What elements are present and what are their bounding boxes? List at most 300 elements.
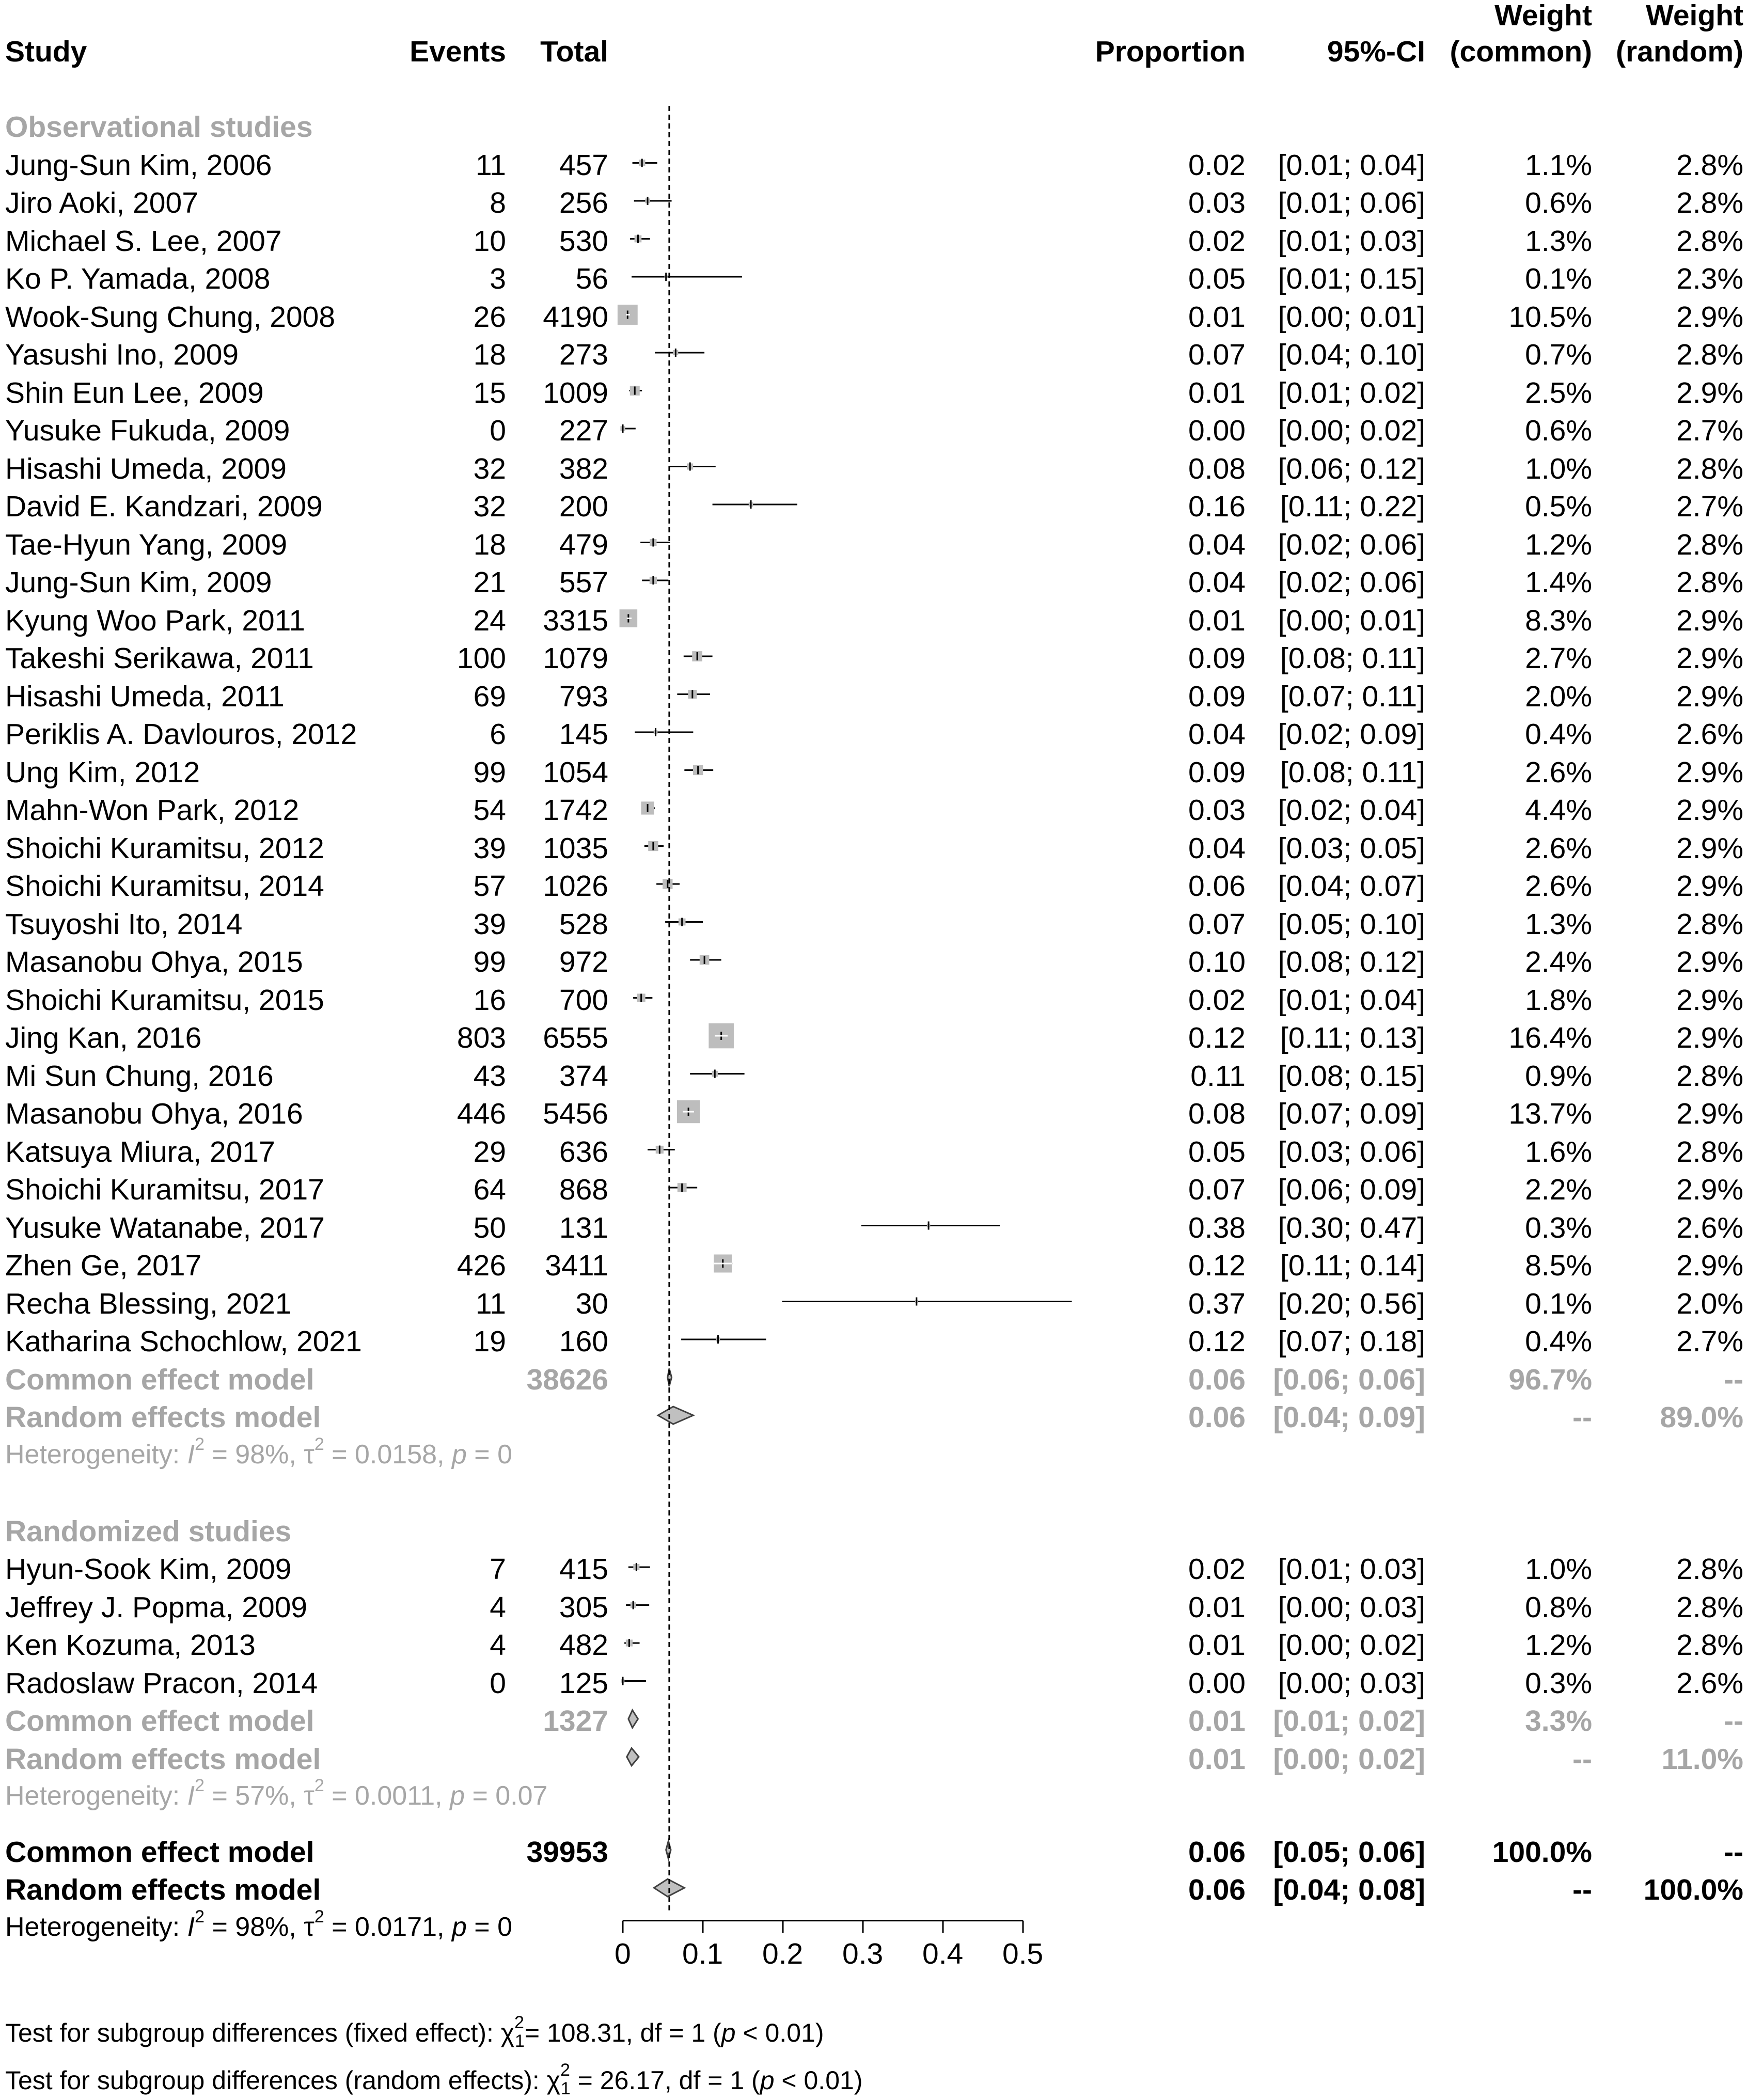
- study-0-12-total: 3315: [543, 604, 608, 637]
- x-tick-label-0: 0: [615, 1937, 631, 1970]
- study-0-21-proportion: 0.10: [1188, 945, 1246, 978]
- study-0-5-weight-random: 2.8%: [1676, 338, 1743, 371]
- study-0-2-weight-random: 2.8%: [1676, 224, 1743, 258]
- study-0-24-weight-common: 0.9%: [1525, 1059, 1592, 1093]
- study-0-2-proportion: 0.02: [1188, 224, 1246, 258]
- study-0-20-weight-random: 2.8%: [1676, 907, 1743, 941]
- study-0-8-total: 382: [559, 452, 608, 485]
- overall-random-proportion: 0.06: [1188, 1873, 1246, 1907]
- study-0-11-name: Jung-Sun Kim, 2009: [5, 566, 272, 599]
- study-0-25-name: Masanobu Ohya, 2016: [5, 1097, 303, 1130]
- study-0-27-weight-common: 2.2%: [1525, 1173, 1592, 1206]
- study-0-5-name: Yasushi Ino, 2009: [5, 338, 239, 371]
- study-1-0-weight-common: 1.0%: [1525, 1553, 1592, 1586]
- study-0-23-ci: [0.11; 0.13]: [1280, 1021, 1425, 1054]
- study-0-24-proportion: 0.11: [1190, 1059, 1246, 1093]
- study-0-26-total: 636: [559, 1135, 608, 1169]
- study-0-7-weight-random: 2.7%: [1676, 414, 1743, 447]
- group-1-heterogeneity: Heterogeneity: $I^2 = 57\%$, $\tau^2 = 0.0011$, p = 0.07: [5, 1776, 548, 1811]
- study-0-12-events: 24: [473, 604, 506, 637]
- study-0-19-name: Shoichi Kuramitsu, 2014: [5, 870, 324, 903]
- group-0-common-ci: [0.06; 0.06]: [1273, 1363, 1425, 1396]
- study-1-0-events: 7: [490, 1553, 506, 1586]
- study-1-2-weight-random: 2.8%: [1676, 1629, 1743, 1662]
- study-0-25-weight-random: 2.9%: [1676, 1097, 1743, 1130]
- study-0-7-ci: [0.00; 0.02]: [1278, 414, 1425, 447]
- study-0-13-weight-random: 2.9%: [1676, 642, 1743, 675]
- x-tick-label-2: 0.2: [762, 1937, 804, 1970]
- study-0-10-events: 18: [473, 528, 506, 561]
- study-0-13-weight-common: 2.7%: [1525, 642, 1592, 675]
- study-0-22-proportion: 0.02: [1188, 983, 1246, 1017]
- overall-common-ci: [0.05; 0.06]: [1273, 1835, 1425, 1869]
- study-0-14-total: 793: [559, 680, 608, 713]
- study-0-22-weight-common: 1.8%: [1525, 983, 1592, 1017]
- study-0-26-events: 29: [473, 1135, 506, 1169]
- header-study: Study: [5, 35, 87, 68]
- study-0-7-events: 0: [490, 414, 506, 447]
- study-0-27-proportion: 0.07: [1188, 1173, 1246, 1206]
- study-0-17-weight-common: 4.4%: [1525, 794, 1592, 827]
- study-0-29-ci: [0.11; 0.14]: [1280, 1249, 1425, 1282]
- study-1-0-total: 415: [559, 1553, 608, 1586]
- study-0-0-weight-random: 2.8%: [1676, 148, 1743, 182]
- study-0-7-total: 227: [559, 414, 608, 447]
- group-0-common-weight-common: 96.7%: [1508, 1363, 1592, 1396]
- study-0-19-proportion: 0.06: [1188, 870, 1246, 903]
- study-0-20-total: 528: [559, 907, 608, 941]
- group-title-1: Randomized studies: [5, 1514, 292, 1548]
- study-0-22-events: 16: [473, 983, 506, 1017]
- header-proportion: Proportion: [1095, 35, 1246, 68]
- study-0-14-proportion: 0.09: [1188, 680, 1246, 713]
- study-0-16-ci: [0.08; 0.11]: [1280, 755, 1425, 789]
- group-1-random-label: Random effects model: [5, 1742, 321, 1776]
- study-0-15-proportion: 0.04: [1188, 718, 1246, 751]
- study-0-20-name: Tsuyoshi Ito, 2014: [5, 907, 243, 941]
- study-0-1-ci: [0.01; 0.06]: [1278, 186, 1425, 219]
- study-0-0-events: 11: [475, 148, 506, 182]
- overall-random-weight-common: --: [1572, 1873, 1592, 1907]
- study-0-25-proportion: 0.08: [1188, 1097, 1246, 1130]
- study-0-2-weight-common: 1.3%: [1525, 224, 1592, 258]
- study-0-9-weight-random: 2.7%: [1676, 490, 1743, 523]
- study-1-0-proportion: 0.02: [1188, 1553, 1246, 1586]
- study-0-13-total: 1079: [543, 642, 608, 675]
- study-0-19-events: 57: [473, 870, 506, 903]
- study-1-1-total: 305: [559, 1590, 608, 1624]
- study-0-17-events: 54: [473, 794, 506, 827]
- group-0-common-label: Common effect model: [5, 1363, 314, 1396]
- group-1-random-weight-common: --: [1572, 1742, 1592, 1776]
- study-0-21-weight-random: 2.9%: [1676, 945, 1743, 978]
- study-0-5-weight-common: 0.7%: [1525, 338, 1592, 371]
- group-1-common-label: Common effect model: [5, 1704, 314, 1738]
- group-0-random-ci: [0.04; 0.09]: [1273, 1401, 1425, 1434]
- study-0-23-weight-common: 16.4%: [1508, 1021, 1592, 1054]
- study-0-22-ci: [0.01; 0.04]: [1278, 983, 1425, 1017]
- study-0-20-events: 39: [473, 907, 506, 941]
- study-0-29-events: 426: [457, 1249, 506, 1282]
- study-0-5-events: 18: [473, 338, 506, 371]
- header-weight-random-2: (random): [1616, 35, 1743, 68]
- x-tick-label-5: 0.5: [1002, 1937, 1044, 1970]
- study-0-6-weight-common: 2.5%: [1525, 376, 1592, 409]
- study-0-1-name: Jiro Aoki, 2007: [5, 186, 198, 219]
- study-0-18-weight-common: 2.6%: [1525, 831, 1592, 865]
- subgroup-test-fixed: Test for subgroup differences (fixed effect): $\chi^2_1= 108.31$, df = 1 (p < 0.01): [5, 2013, 824, 2051]
- study-0-19-total: 1026: [543, 870, 608, 903]
- group-1-common-ci: [0.01; 0.02]: [1273, 1704, 1425, 1738]
- study-0-4-events: 26: [473, 300, 506, 334]
- study-0-14-weight-common: 2.0%: [1525, 680, 1592, 713]
- study-0-28-name: Yusuke Watanabe, 2017: [5, 1211, 325, 1244]
- group-1-random-proportion: 0.01: [1188, 1742, 1246, 1776]
- study-0-29-weight-random: 2.9%: [1676, 1249, 1743, 1282]
- study-0-10-ci: [0.02; 0.06]: [1278, 528, 1425, 561]
- group-0-random-label: Random effects model: [5, 1401, 321, 1434]
- study-1-3-events: 0: [490, 1666, 506, 1700]
- study-0-9-proportion: 0.16: [1188, 490, 1246, 523]
- header-ci: 95%-CI: [1327, 35, 1425, 68]
- group-0-random-weight-common: --: [1572, 1401, 1592, 1434]
- study-1-3-weight-random: 2.6%: [1676, 1666, 1743, 1700]
- study-0-2-name: Michael S. Lee, 2007: [5, 224, 282, 258]
- study-1-2-weight-common: 1.2%: [1525, 1629, 1592, 1662]
- study-0-17-proportion: 0.03: [1188, 794, 1246, 827]
- group-1-common-weight-common: 3.3%: [1525, 1704, 1592, 1738]
- study-1-2-events: 4: [490, 1629, 506, 1662]
- study-1-2-ci: [0.00; 0.02]: [1278, 1629, 1425, 1662]
- overall-common-total: 39953: [526, 1835, 608, 1869]
- study-0-29-proportion: 0.12: [1188, 1249, 1246, 1282]
- study-0-8-weight-random: 2.8%: [1676, 452, 1743, 485]
- study-0-31-proportion: 0.12: [1188, 1325, 1246, 1358]
- study-0-3-total: 56: [575, 262, 608, 295]
- study-1-1-events: 4: [490, 1590, 506, 1624]
- group-1-common-proportion: 0.01: [1188, 1704, 1246, 1738]
- study-0-16-weight-random: 2.9%: [1676, 755, 1743, 789]
- study-0-19-weight-common: 2.6%: [1525, 870, 1592, 903]
- study-0-3-events: 3: [490, 262, 506, 295]
- study-0-24-weight-random: 2.8%: [1676, 1059, 1743, 1093]
- study-0-23-events: 803: [457, 1021, 506, 1054]
- study-0-3-weight-common: 0.1%: [1525, 262, 1592, 295]
- study-0-30-total: 30: [575, 1287, 608, 1320]
- study-1-0-weight-random: 2.8%: [1676, 1553, 1743, 1586]
- group-1-random-ci: [0.00; 0.02]: [1273, 1742, 1425, 1776]
- study-0-12-weight-random: 2.9%: [1676, 604, 1743, 637]
- study-0-5-proportion: 0.07: [1188, 338, 1246, 371]
- study-0-8-name: Hisashi Umeda, 2009: [5, 452, 287, 485]
- study-0-21-weight-common: 2.4%: [1525, 945, 1592, 978]
- study-0-2-ci: [0.01; 0.03]: [1278, 224, 1425, 258]
- study-1-1-proportion: 0.01: [1188, 1590, 1246, 1624]
- study-0-6-events: 15: [473, 376, 506, 409]
- study-0-31-events: 19: [473, 1325, 506, 1358]
- group-0-random-weight-random: 89.0%: [1660, 1401, 1743, 1434]
- group-1-random-diamond: [627, 1748, 639, 1766]
- study-0-7-proportion: 0.00: [1188, 414, 1246, 447]
- study-0-30-ci: [0.20; 0.56]: [1278, 1287, 1425, 1320]
- study-0-12-ci: [0.00; 0.01]: [1278, 604, 1425, 637]
- study-0-17-ci: [0.02; 0.04]: [1278, 794, 1425, 827]
- study-0-31-name: Katharina Schochlow, 2021: [5, 1325, 362, 1358]
- study-0-15-total: 145: [559, 718, 608, 751]
- study-0-18-total: 1035: [543, 831, 608, 865]
- study-0-25-events: 446: [457, 1097, 506, 1130]
- study-0-27-events: 64: [473, 1173, 506, 1206]
- study-0-23-name: Jing Kan, 2016: [5, 1021, 202, 1054]
- study-0-31-total: 160: [559, 1325, 608, 1358]
- study-0-18-events: 39: [473, 831, 506, 865]
- group-1-common-total: 1327: [543, 1704, 608, 1738]
- study-0-20-weight-common: 1.3%: [1525, 907, 1592, 941]
- study-0-13-proportion: 0.09: [1188, 642, 1246, 675]
- study-0-10-name: Tae-Hyun Yang, 2009: [5, 528, 288, 561]
- study-0-6-proportion: 0.01: [1188, 376, 1246, 409]
- study-0-21-total: 972: [559, 945, 608, 978]
- overall-common-proportion: 0.06: [1188, 1835, 1246, 1869]
- study-0-1-events: 8: [490, 186, 506, 219]
- study-1-3-weight-common: 0.3%: [1525, 1666, 1592, 1700]
- study-1-3-name: Radoslaw Pracon, 2014: [5, 1666, 318, 1700]
- study-0-28-weight-random: 2.6%: [1676, 1211, 1743, 1244]
- study-0-27-weight-random: 2.9%: [1676, 1173, 1743, 1206]
- study-1-0-ci: [0.01; 0.03]: [1278, 1553, 1425, 1586]
- study-0-15-weight-common: 0.4%: [1525, 718, 1592, 751]
- study-1-1-ci: [0.00; 0.03]: [1278, 1590, 1425, 1624]
- study-0-17-name: Mahn-Won Park, 2012: [5, 794, 300, 827]
- study-1-0-name: Hyun-Sook Kim, 2009: [5, 1553, 292, 1586]
- study-0-26-name: Katsuya Miura, 2017: [5, 1135, 275, 1169]
- study-0-6-weight-random: 2.9%: [1676, 376, 1743, 409]
- study-0-4-name: Wook-Sung Chung, 2008: [5, 300, 336, 334]
- study-0-18-name: Shoichi Kuramitsu, 2012: [5, 831, 324, 865]
- study-0-29-name: Zhen Ge, 2017: [5, 1249, 202, 1282]
- study-0-6-name: Shin Eun Lee, 2009: [5, 376, 264, 409]
- study-0-0-weight-common: 1.1%: [1525, 148, 1592, 182]
- study-0-26-proportion: 0.05: [1188, 1135, 1246, 1169]
- study-0-2-events: 10: [473, 224, 506, 258]
- study-0-11-weight-random: 2.8%: [1676, 566, 1743, 599]
- study-0-13-events: 100: [457, 642, 506, 675]
- study-0-22-weight-random: 2.9%: [1676, 983, 1743, 1017]
- study-0-25-ci: [0.07; 0.09]: [1278, 1097, 1425, 1130]
- study-0-18-proportion: 0.04: [1188, 831, 1246, 865]
- study-0-3-name: Ko P. Yamada, 2008: [5, 262, 271, 295]
- group-0-random-diamond: [658, 1407, 693, 1424]
- study-0-26-weight-random: 2.8%: [1676, 1135, 1743, 1169]
- study-0-17-total: 1742: [543, 794, 608, 827]
- study-0-20-proportion: 0.07: [1188, 907, 1246, 941]
- study-0-28-proportion: 0.38: [1188, 1211, 1246, 1244]
- study-0-11-events: 21: [473, 566, 506, 599]
- study-0-14-ci: [0.07; 0.11]: [1280, 680, 1425, 713]
- study-0-24-name: Mi Sun Chung, 2016: [5, 1059, 274, 1093]
- study-0-18-weight-random: 2.9%: [1676, 831, 1743, 865]
- study-0-12-proportion: 0.01: [1188, 604, 1246, 637]
- study-0-25-total: 5456: [543, 1097, 608, 1130]
- study-0-7-name: Yusuke Fukuda, 2009: [5, 414, 290, 447]
- study-0-30-proportion: 0.37: [1188, 1287, 1246, 1320]
- group-1-common-diamond: [628, 1710, 638, 1728]
- study-0-27-total: 868: [559, 1173, 608, 1206]
- study-0-28-events: 50: [473, 1211, 506, 1244]
- study-0-16-total: 1054: [543, 755, 608, 789]
- study-0-10-proportion: 0.04: [1188, 528, 1246, 561]
- study-0-13-ci: [0.08; 0.11]: [1280, 642, 1425, 675]
- group-0-common-proportion: 0.06: [1188, 1363, 1246, 1396]
- overall-common-label: Common effect model: [5, 1835, 314, 1869]
- study-1-3-proportion: 0.00: [1188, 1666, 1246, 1700]
- study-0-27-name: Shoichi Kuramitsu, 2017: [5, 1173, 324, 1206]
- study-1-3-ci: [0.00; 0.03]: [1278, 1666, 1425, 1700]
- study-0-8-proportion: 0.08: [1188, 452, 1246, 485]
- study-0-30-events: 11: [475, 1287, 506, 1320]
- group-1-random-weight-random: 11.0%: [1661, 1742, 1743, 1776]
- study-0-9-events: 32: [473, 490, 506, 523]
- study-0-4-ci: [0.00; 0.01]: [1278, 300, 1425, 334]
- overall-random-label: Random effects model: [5, 1873, 321, 1907]
- study-0-19-ci: [0.04; 0.07]: [1278, 870, 1425, 903]
- group-0-common-weight-random: --: [1724, 1363, 1743, 1396]
- overall-random-ci: [0.04; 0.08]: [1273, 1873, 1425, 1907]
- group-0-common-total: 38626: [526, 1363, 608, 1396]
- study-1-2-proportion: 0.01: [1188, 1629, 1246, 1662]
- study-0-15-events: 6: [490, 718, 506, 751]
- study-0-10-total: 479: [559, 528, 608, 561]
- x-tick-label-1: 0.1: [682, 1937, 723, 1970]
- study-1-1-weight-common: 0.8%: [1525, 1590, 1592, 1624]
- study-0-14-name: Hisashi Umeda, 2011: [5, 680, 285, 713]
- study-0-11-ci: [0.02; 0.06]: [1278, 566, 1425, 599]
- study-1-1-name: Jeffrey J. Popma, 2009: [5, 1590, 308, 1624]
- study-0-9-name: David E. Kandzari, 2009: [5, 490, 323, 523]
- x-tick-label-4: 0.4: [922, 1937, 964, 1970]
- study-0-16-name: Ung Kim, 2012: [5, 755, 200, 789]
- study-0-5-ci: [0.04; 0.10]: [1278, 338, 1425, 371]
- study-0-14-events: 69: [473, 680, 506, 713]
- study-0-9-total: 200: [559, 490, 608, 523]
- group-0-heterogeneity: Heterogeneity: $I^2 = 98\%$, $\tau^2 = 0.0158$, p = 0: [5, 1434, 513, 1470]
- study-0-23-weight-random: 2.9%: [1676, 1021, 1743, 1054]
- study-0-8-weight-common: 1.0%: [1525, 452, 1592, 485]
- study-0-21-events: 99: [473, 945, 506, 978]
- overall-heterogeneity: Heterogeneity: $I^2 = 98\%$, $\tau^2 = 0.0171$, p = 0: [5, 1906, 513, 1942]
- x-tick-label-3: 0.3: [842, 1937, 884, 1970]
- study-0-1-proportion: 0.03: [1188, 186, 1246, 219]
- study-0-11-total: 557: [559, 566, 608, 599]
- study-0-1-total: 256: [559, 186, 608, 219]
- study-0-21-name: Masanobu Ohya, 2015: [5, 945, 303, 978]
- study-0-10-weight-common: 1.2%: [1525, 528, 1592, 561]
- study-0-15-ci: [0.02; 0.09]: [1278, 718, 1425, 751]
- study-0-0-proportion: 0.02: [1188, 148, 1246, 182]
- study-0-0-total: 457: [559, 148, 608, 182]
- study-0-1-weight-common: 0.6%: [1525, 186, 1592, 219]
- study-0-31-ci: [0.07; 0.18]: [1278, 1325, 1425, 1358]
- header-events: Events: [410, 35, 506, 68]
- study-0-3-proportion: 0.05: [1188, 262, 1246, 295]
- overall-common-weight-random: --: [1724, 1835, 1743, 1869]
- study-0-28-weight-common: 0.3%: [1525, 1211, 1592, 1244]
- study-0-7-weight-common: 0.6%: [1525, 414, 1592, 447]
- study-0-24-ci: [0.08; 0.15]: [1278, 1059, 1425, 1093]
- study-0-31-weight-common: 0.4%: [1525, 1325, 1592, 1358]
- study-0-24-events: 43: [473, 1059, 506, 1093]
- study-0-11-proportion: 0.04: [1188, 566, 1246, 599]
- study-0-11-weight-common: 1.4%: [1525, 566, 1592, 599]
- study-0-4-proportion: 0.01: [1188, 300, 1246, 334]
- study-0-12-weight-common: 8.3%: [1525, 604, 1592, 637]
- header-weight-common-2: (common): [1450, 35, 1592, 68]
- study-0-22-name: Shoichi Kuramitsu, 2015: [5, 983, 324, 1017]
- study-0-16-events: 99: [473, 755, 506, 789]
- study-0-28-total: 131: [559, 1211, 608, 1244]
- study-0-23-total: 6555: [543, 1021, 608, 1054]
- study-0-9-ci: [0.11; 0.22]: [1280, 490, 1425, 523]
- study-0-30-name: Recha Blessing, 2021: [5, 1287, 292, 1320]
- study-0-26-ci: [0.03; 0.06]: [1278, 1135, 1425, 1169]
- study-0-27-ci: [0.06; 0.09]: [1278, 1173, 1425, 1206]
- study-0-24-total: 374: [559, 1059, 608, 1093]
- study-0-12-name: Kyung Woo Park, 2011: [5, 604, 305, 637]
- study-1-1-weight-random: 2.8%: [1676, 1590, 1743, 1624]
- study-1-3-total: 125: [559, 1666, 608, 1700]
- study-0-30-weight-common: 0.1%: [1525, 1287, 1592, 1320]
- study-0-25-weight-common: 13.7%: [1508, 1097, 1592, 1130]
- study-0-4-weight-random: 2.9%: [1676, 300, 1743, 334]
- study-0-0-name: Jung-Sun Kim, 2006: [5, 148, 272, 182]
- study-0-10-weight-random: 2.8%: [1676, 528, 1743, 561]
- overall-common-diamond: [666, 1841, 671, 1859]
- header-total: Total: [540, 35, 608, 68]
- study-0-29-total: 3411: [545, 1249, 608, 1282]
- study-0-6-ci: [0.01; 0.02]: [1278, 376, 1425, 409]
- study-0-29-weight-common: 8.5%: [1525, 1249, 1592, 1282]
- study-0-15-weight-random: 2.6%: [1676, 718, 1743, 751]
- header-weight-common-1: Weight: [1494, 0, 1592, 32]
- study-0-9-weight-common: 0.5%: [1525, 490, 1592, 523]
- study-0-20-ci: [0.05; 0.10]: [1278, 907, 1425, 941]
- study-0-22-total: 700: [559, 983, 608, 1017]
- study-0-14-weight-random: 2.9%: [1676, 680, 1743, 713]
- study-0-31-weight-random: 2.7%: [1676, 1325, 1743, 1358]
- study-0-30-weight-random: 2.0%: [1676, 1287, 1743, 1320]
- study-0-21-ci: [0.08; 0.12]: [1278, 945, 1425, 978]
- study-0-1-weight-random: 2.8%: [1676, 186, 1743, 219]
- study-0-8-ci: [0.06; 0.12]: [1278, 452, 1425, 485]
- header-weight-random-1: Weight: [1646, 0, 1743, 32]
- study-1-2-total: 482: [559, 1629, 608, 1662]
- study-0-26-weight-common: 1.6%: [1525, 1135, 1592, 1169]
- overall-common-weight-common: 100.0%: [1492, 1835, 1592, 1869]
- study-0-13-name: Takeshi Serikawa, 2011: [5, 642, 314, 675]
- study-0-8-events: 32: [473, 452, 506, 485]
- study-0-3-weight-random: 2.3%: [1676, 262, 1743, 295]
- study-0-6-total: 1009: [543, 376, 608, 409]
- study-0-16-proportion: 0.09: [1188, 755, 1246, 789]
- study-1-2-name: Ken Kozuma, 2013: [5, 1629, 256, 1662]
- study-0-17-weight-random: 2.9%: [1676, 794, 1743, 827]
- group-1-common-weight-random: --: [1724, 1704, 1743, 1738]
- study-0-0-ci: [0.01; 0.04]: [1278, 148, 1425, 182]
- subgroup-test-random: Test for subgroup differences (random effects): $\chi^2_1 = 26.17$, df = 1 (p < 0.01): [5, 2060, 863, 2098]
- group-title-0: Observational studies: [5, 110, 313, 144]
- study-0-15-name: Periklis A. Davlouros, 2012: [5, 718, 357, 751]
- study-0-23-proportion: 0.12: [1188, 1021, 1246, 1054]
